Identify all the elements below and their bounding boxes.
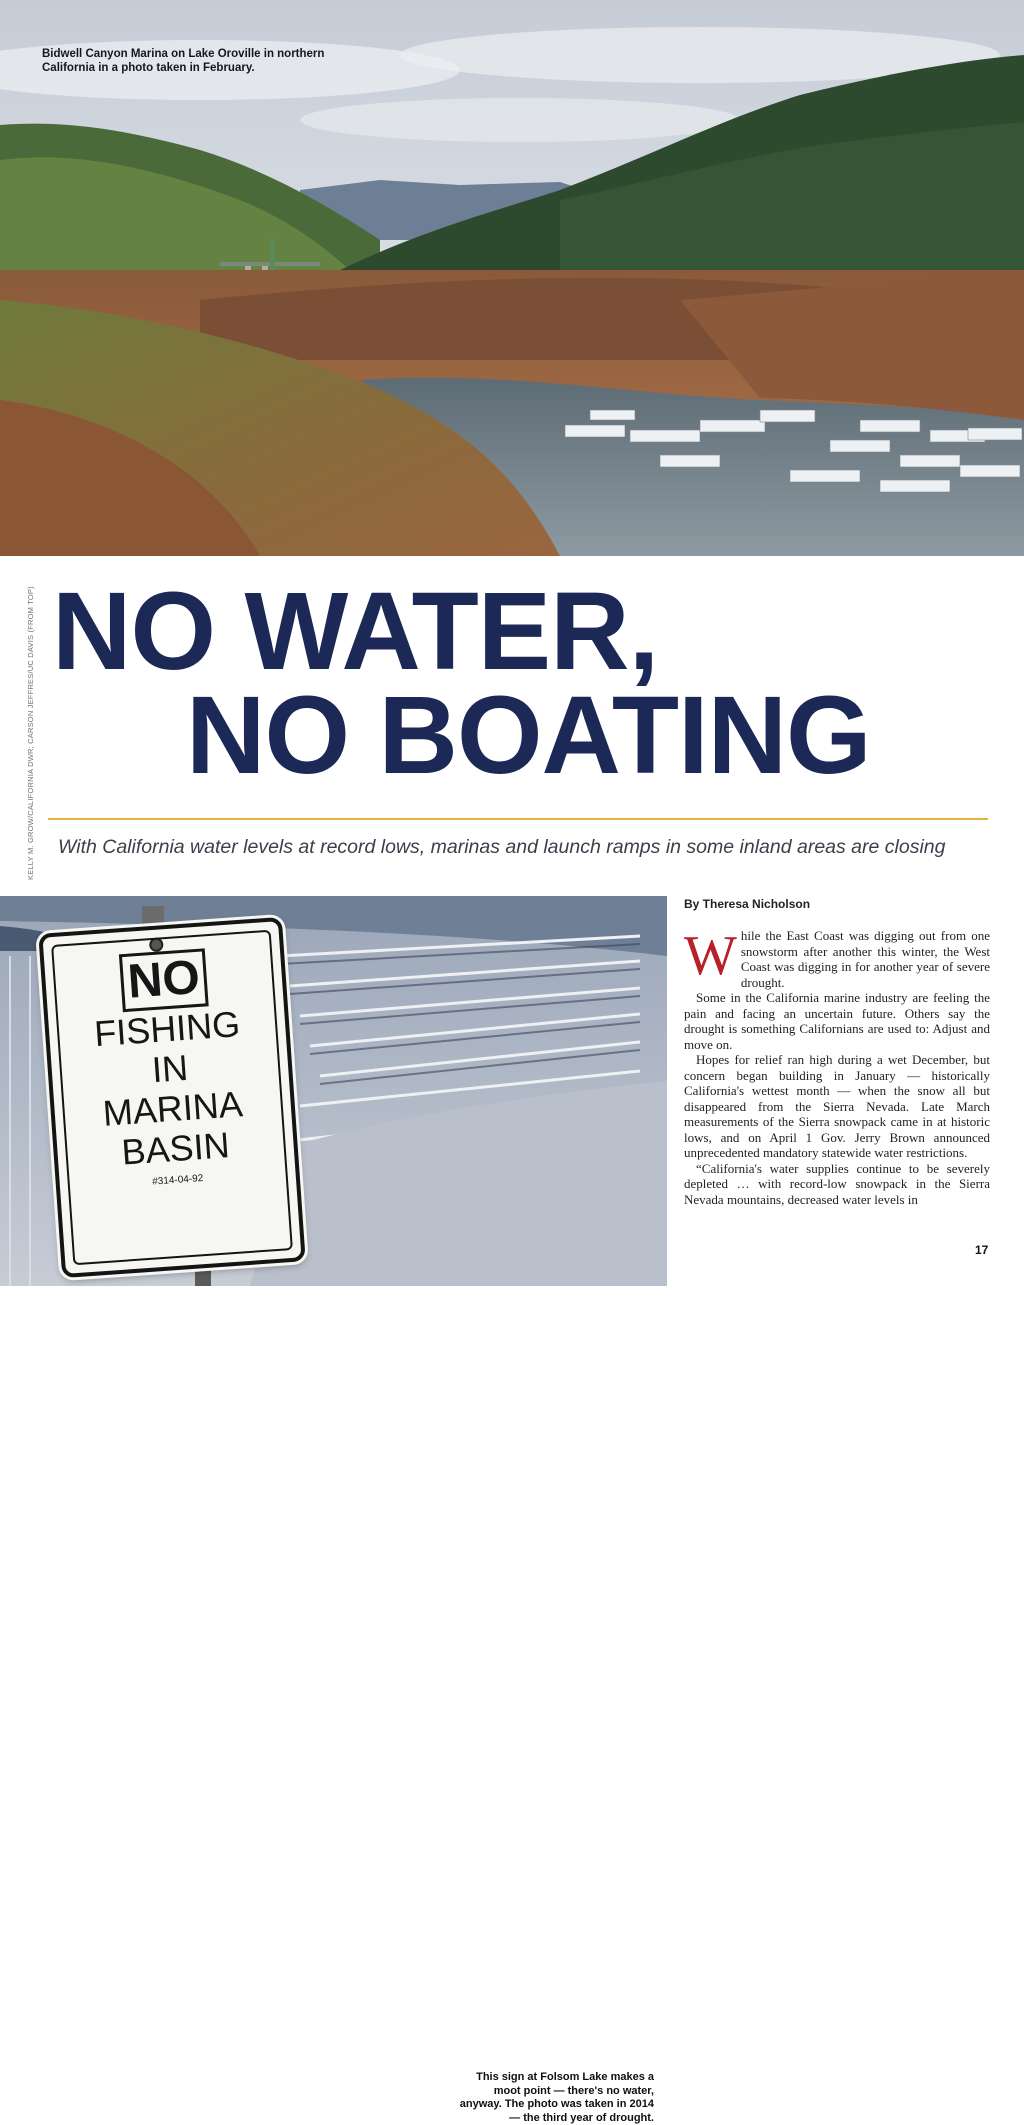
sign-line-in: IN [150, 1046, 190, 1091]
sign-face [51, 930, 293, 1266]
no-fishing-sign [38, 917, 305, 1278]
page-number: 17 [975, 1243, 989, 1257]
article-paragraph: Some in the California marine industry are feeling the pain and facing an uncertain future. Others say the drought is something Californians are used to: Adjust and move on. [684, 990, 990, 1052]
headline-line-2: NO BOATING [186, 674, 871, 797]
sign-no-text: NO [119, 948, 209, 1012]
sign-line-fishing: FISHING [92, 1003, 242, 1055]
deck: With California water levels at record lows, marinas and launch ramps in some inland areas are closing [58, 836, 946, 858]
headline-rule [48, 818, 988, 820]
drop-cap: W [684, 925, 737, 987]
article-paragraph: “California's water supplies continue to be severely depleted … with record-low snowpack in the Sierra Nevada mountains, decreased water levels in [684, 1160, 990, 1207]
lake-oroville-photo [0, 0, 1024, 556]
photo-credit: KELLY M. GROW/CALIFORNIA DWR; CARSON JEFFRES/UC DAVIS (FROM TOP) [26, 586, 35, 880]
sign-line-marina: MARINA [101, 1083, 245, 1134]
sign-line-basin: BASIN [120, 1124, 231, 1173]
article-paragraph-text: hile the East Coast was digging out from one snowstorm after another this winter, the West Coast was digging in for another year of severe drought. [740, 928, 990, 990]
sign-code: #314-04-92 [151, 1173, 204, 1188]
article-paragraph [684, 925, 990, 990]
bottom-photo-caption: This sign at Folsom Lake makes a moot point — there's no water, anyway. The photo was taken in 2014 — the third year of drought. [459, 2071, 654, 2124]
headline [52, 570, 1012, 797]
article-paragraph: Hopes for relief ran high during a wet December, but concern began building in January — historically California's wettest month — when the snow all but disappeared from the Sierra Nevada. Late March measurements of the Sierra snowpack came in at historic lows, and on April 1 Gov. Jerry Brown announced unprecedented mandatory statewide water restrictions. [684, 1052, 990, 1160]
top-photo-caption: Bidwell Canyon Marina on Lake Oroville in northern California in a photo taken in February. [42, 48, 325, 74]
byline: By Theresa Nicholson [684, 897, 811, 911]
headline-line-1: NO WATER, [52, 570, 659, 693]
article-body [684, 925, 990, 1207]
